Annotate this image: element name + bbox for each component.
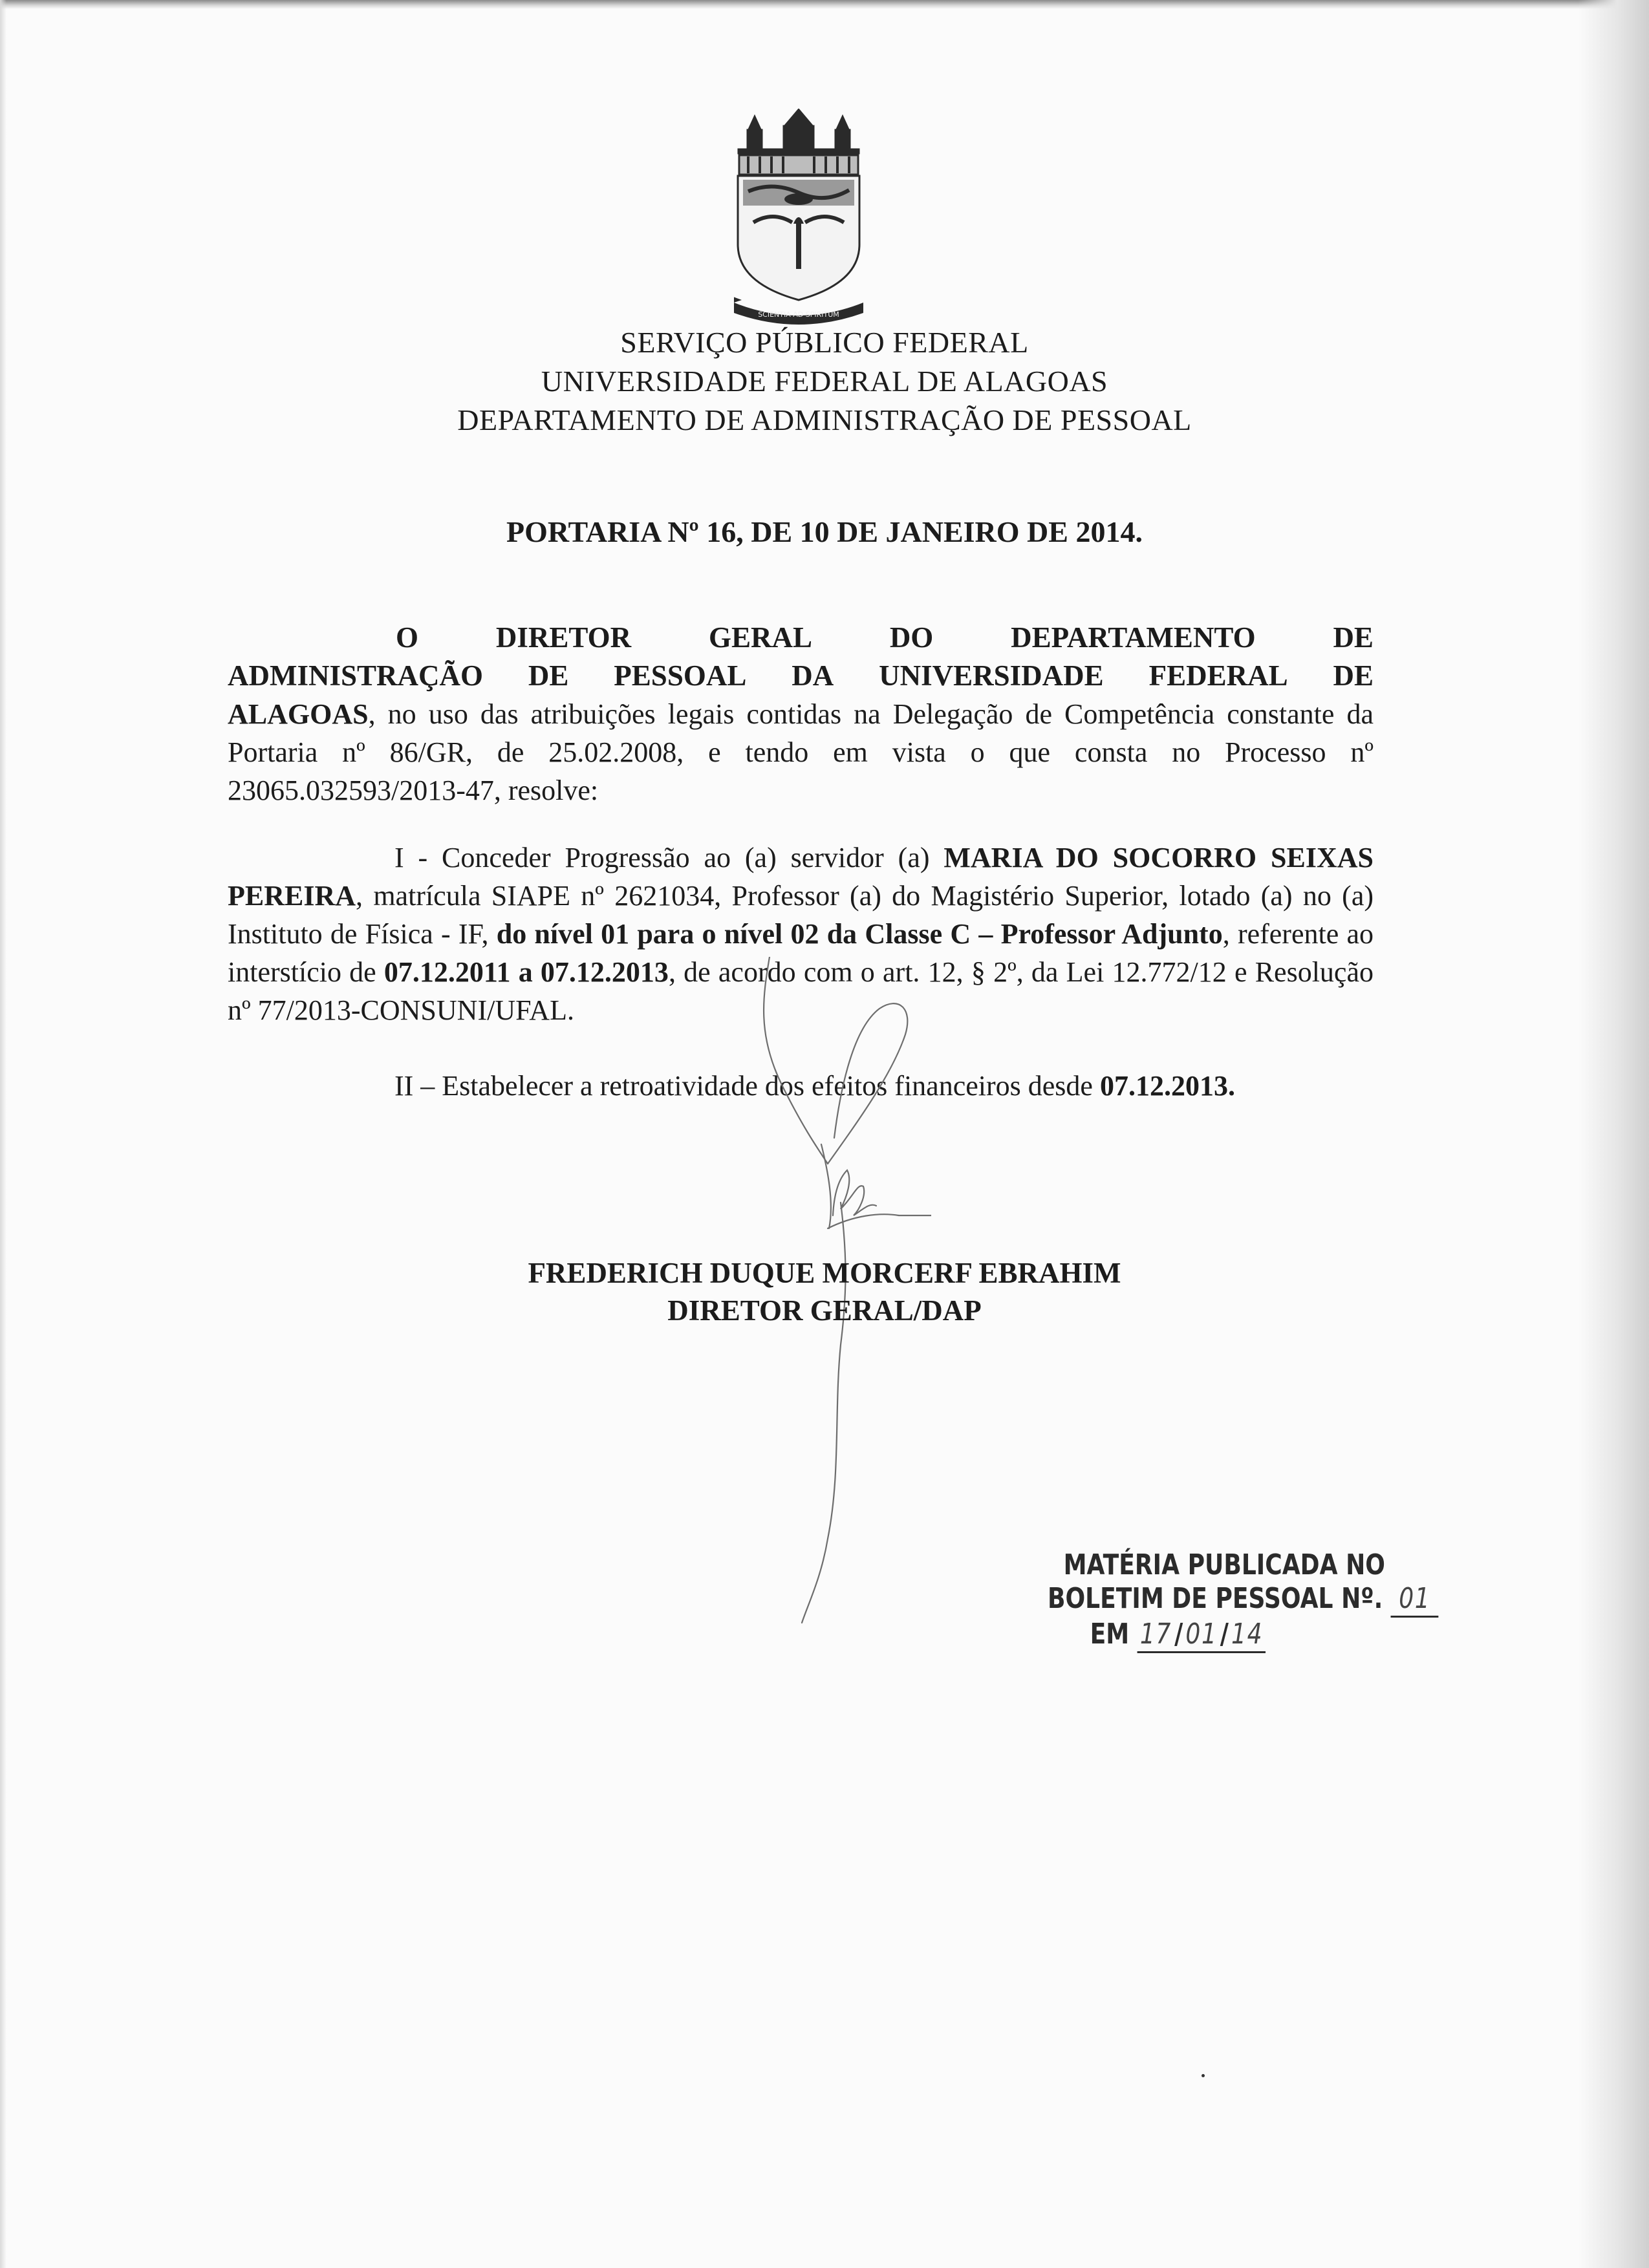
scan-top-edge xyxy=(0,0,1649,9)
stamp-day: 17 xyxy=(1139,1618,1172,1651)
header-line-universidade: UNIVERSIDADE FEDERAL DE ALAGOAS xyxy=(541,365,1108,398)
stamp-boletim-number: 01 xyxy=(1391,1582,1439,1618)
server-name: MARIA DO SOCORRO SEIXAS PEREIRA xyxy=(228,842,1374,912)
intro-text: , no uso das atribuições legais contidas na Delegação de Competência constante da Portaria nº 86/GR, de 25.02.2008, e tendo em vista o que consta no Processo nº 23065.032593/2013-47, resolve: xyxy=(228,698,1374,806)
retroactive-date: 07.12.2013. xyxy=(1099,1070,1235,1102)
signatory-role: DIRETOR GERAL/DAP xyxy=(667,1294,982,1327)
item-1-paragraph: I - Conceder Progressão ao (a) servidor (a) MARIA DO SOCORRO SEIXAS PEREIRA, matrícula SIAPE nº 2621034, Professor (a) do Magistério Superior, lotado (a) no (a) Instituto de Física - IF, do nível 01 para o nível 02 da Classe C – Professor Adjunto, referente ao interstício de 07.12.2011 a 07.12.2013, de acordo com o art. 12, § 2º, da Lei 12.772/12 e Resolução nº 77/2013-CONSUNI/UFAL. xyxy=(228,842,1374,1026)
scan-speck xyxy=(1202,2074,1205,2077)
progression-level: do nível 01 para o nível 02 da Classe C – Professor Adjunto xyxy=(496,918,1223,950)
intro-paragraph xyxy=(228,619,1374,809)
interstice-period: 07.12.2011 a 07.12.2013 xyxy=(383,956,669,988)
item-2-paragraph: II – Estabelecer a retroatividade dos efeitos financeiros desde 07.12.2013. xyxy=(394,1070,1235,1102)
signature-block xyxy=(0,1254,1649,1329)
stamp-year: 14 xyxy=(1231,1618,1264,1651)
document-header xyxy=(0,323,1649,440)
signatory-name: FREDERICH DUQUE MORCERF EBRAHIM xyxy=(528,1257,1121,1289)
publication-stamp xyxy=(1048,1548,1431,1653)
stamp-month: 01 xyxy=(1185,1618,1218,1651)
svg-text:SCIENTIA AD SPIRITUM: SCIENTIA AD SPIRITUM xyxy=(758,310,839,319)
stamp-line-3: EM 17/01/14 xyxy=(1048,1618,1344,1653)
intro-line-1: O DIRETOR GERAL DO DEPARTAMENTO DE xyxy=(396,621,1374,654)
intro-bold-lead: ALAGOAS xyxy=(228,698,369,730)
ufal-coat-of-arms-icon xyxy=(734,109,863,326)
portaria-title: PORTARIA Nº 16, DE 10 DE JANEIRO DE 2014. xyxy=(506,515,1143,548)
stamp-date: 17/01/14 xyxy=(1137,1618,1266,1653)
header-line-departamento: DEPARTAMENTO DE ADMINISTRAÇÃO DE PESSOAL xyxy=(457,403,1192,436)
intro-body xyxy=(228,695,1374,809)
header-line-servico: SERVIÇO PÚBLICO FEDERAL xyxy=(620,326,1029,359)
stamp-line-1: MATÉRIA PUBLICADA NO xyxy=(1063,1548,1385,1581)
intro-line-2: ADMINISTRAÇÃO DE PESSOAL DA UNIVERSIDADE FEDERAL DE xyxy=(228,659,1374,692)
stamp-line-2: BOLETIM DE PESSOAL Nº. 01 xyxy=(1048,1582,1344,1618)
